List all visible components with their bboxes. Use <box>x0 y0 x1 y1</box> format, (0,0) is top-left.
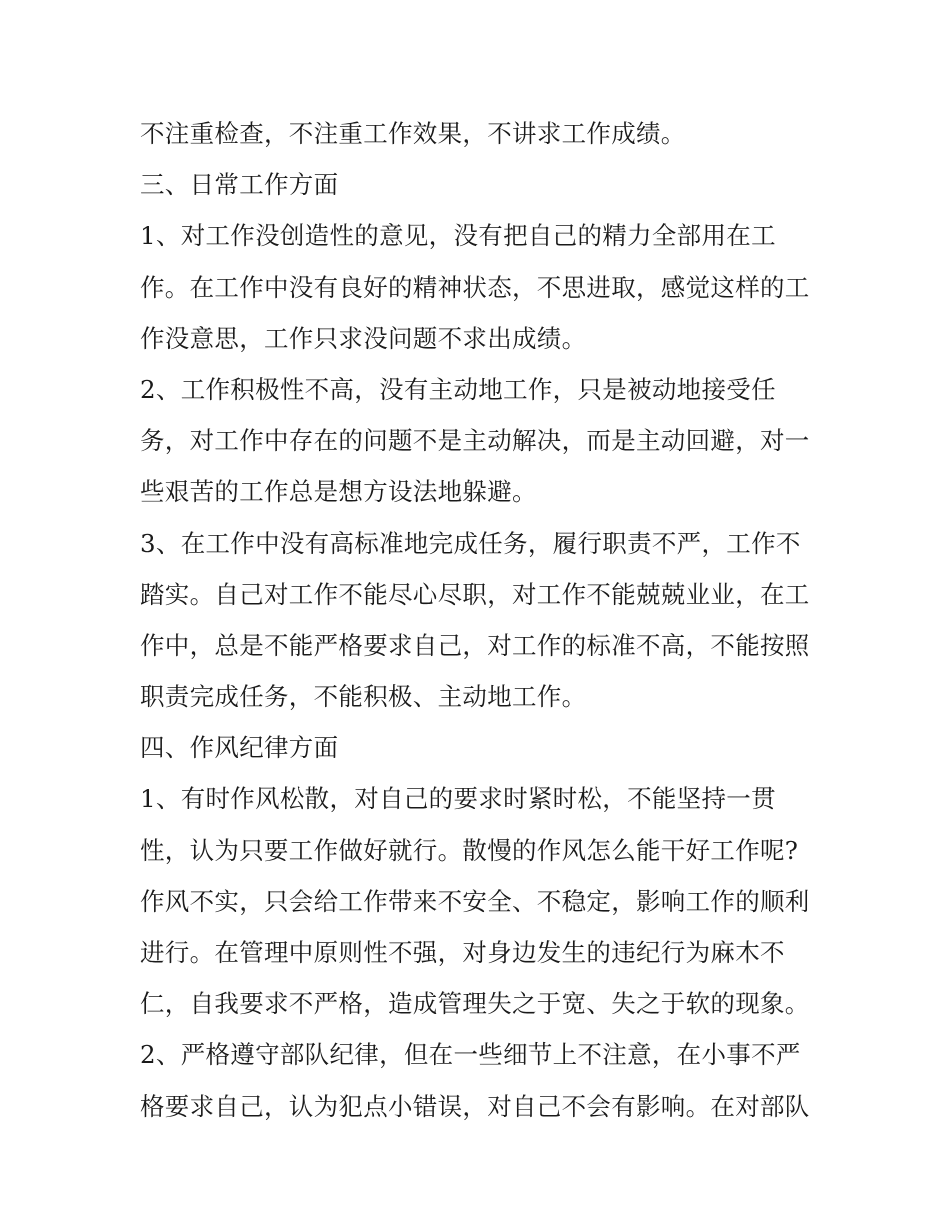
text-line: 不注重检查，不注重工作效果，不讲求工作成绩。 <box>140 119 686 148</box>
document-body <box>140 108 820 1132</box>
text-line: 1、有时作风松散，对自己的要求时紧时松，不能坚持一贯 <box>140 784 776 814</box>
text-line: 作中，总是不能严格要求自己，对工作的标准不高，不能按照 <box>140 630 810 660</box>
text-line: 2、工作积极性不高，没有主动地工作，只是被动地接受任 <box>140 374 776 404</box>
text-line: 作。在工作中没有良好的精神状态，不思进取，感觉这样的工 <box>140 272 810 302</box>
text-line: 1、对工作没创造性的意见，没有把自己的精力全部用在工 <box>140 221 776 251</box>
text-line: 3、在工作中没有高标准地完成任务，履行职责不严，工作不 <box>140 528 801 558</box>
text-line: 性，认为只要工作做好就行。散慢的作风怎么能干好工作呢? <box>140 835 799 865</box>
section-heading: 四、作风纪律方面 <box>140 733 339 763</box>
text-line: 作没意思，工作只求没问题不求出成绩。 <box>140 323 587 353</box>
text-line: 进行。在管理中原则性不强，对身边发生的违纪行为麻木不 <box>140 938 785 967</box>
section-heading: 三、日常工作方面 <box>140 170 339 200</box>
text-line: 职责完成任务，不能积极、主动地工作。 <box>140 682 587 712</box>
text-line: 踏实。自己对工作不能尽心尽职，对工作不能兢兢业业，在工 <box>140 579 810 609</box>
text-line: 格要求自己，认为犯点小错误，对自己不会有影响。在对部队 <box>140 1091 810 1121</box>
text-line: 仁，自我要求不严格，造成管理失之于宽、失之于软的现象。 <box>140 989 810 1019</box>
text-line: 作风不实，只会给工作带来不安全、不稳定，影响工作的顺利 <box>140 886 810 916</box>
text-line: 2、严格遵守部队纪律，但在一些细节上不注意，在小事不严 <box>140 1040 801 1070</box>
text-line: 务，对工作中存在的问题不是主动解决，而是主动回避，对一 <box>140 426 810 456</box>
text-line: 些艰苦的工作总是想方设法地躲避。 <box>140 477 537 507</box>
